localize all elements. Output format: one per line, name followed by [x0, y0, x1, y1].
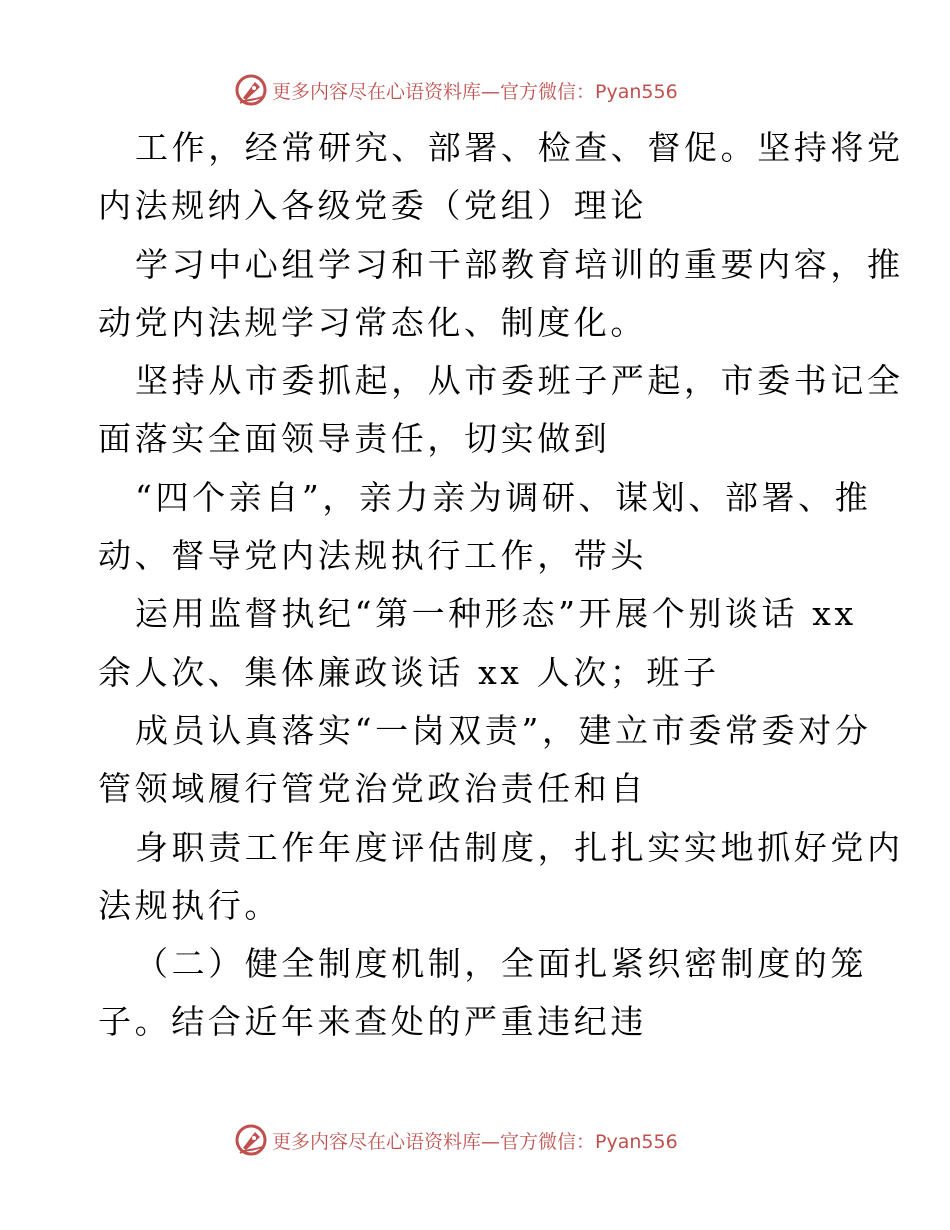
footer-banner-text: 更多内容尽在心语资料库—官方微信：Pyan556: [272, 1130, 678, 1153]
paragraph-line: 余人次、集体廉政谈话 xx 人次；班子: [98, 652, 720, 692]
header-banner: [234, 72, 678, 108]
paragraph-line: “四个亲自”，亲力亲为调研、谋划、部署、推: [135, 477, 872, 517]
paragraph-line: 动、督导党内法规执行工作，带头: [98, 536, 647, 576]
document-body: [98, 119, 904, 1052]
paragraph-line: 运用监督执纪“第一种形态”开展个别谈话 xx: [135, 594, 857, 634]
paragraph-line: 管领域履行管党治党政治责任和自: [98, 769, 647, 809]
paragraph-line: 动党内法规学习常态化、制度化。: [98, 302, 647, 342]
paragraph-line: 子。结合近年来查处的严重违纪违: [98, 1002, 647, 1042]
paragraph-line: 成员认真落实“一岗双责”，建立市委常委对分: [135, 710, 872, 750]
paragraph-line: 学习中心组学习和干部教育培训的重要内容，推: [135, 244, 904, 284]
paragraph-line: 法规执行。: [98, 885, 281, 925]
header-banner-text: 更多内容尽在心语资料库—官方微信：Pyan556: [272, 80, 678, 103]
paragraph-line: （二）健全制度机制，全面扎紧织密制度的笼: [135, 944, 867, 984]
paragraph-line: 内法规纳入各级党委（党组）理论: [98, 186, 647, 226]
paragraph-line: 工作，经常研究、部署、检查、督促。坚持将党: [135, 128, 904, 167]
footer-banner: [234, 1122, 678, 1158]
pen-nib-logo-icon: [234, 73, 268, 107]
paragraph-line: 坚持从市委抓起，从市委班子严起，市委书记全: [135, 361, 904, 401]
pen-nib-logo-icon: [234, 1123, 268, 1157]
paragraph-line: 面落实全面领导责任，切实做到: [98, 419, 611, 459]
paragraph-line: 身职责工作年度评估制度，扎扎实实地抓好党内: [135, 827, 904, 867]
